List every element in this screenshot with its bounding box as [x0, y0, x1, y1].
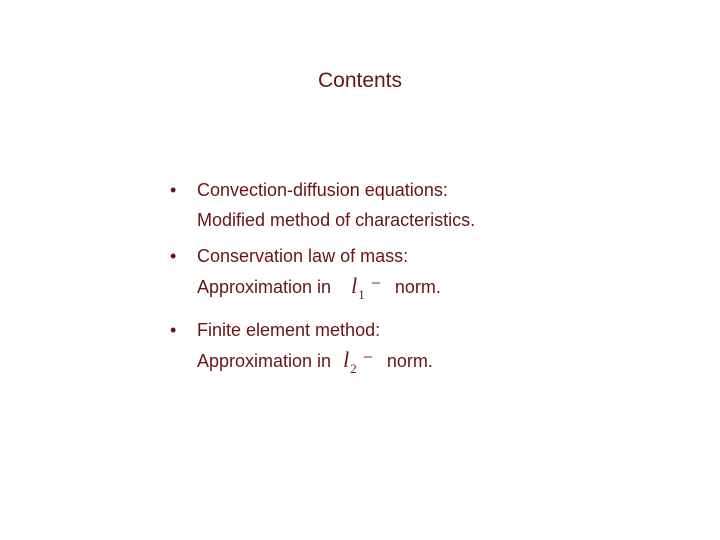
item-detail — [197, 274, 441, 301]
norm-dash: − — [370, 273, 381, 293]
item-heading: Conservation law of mass: — [197, 246, 409, 266]
detail-prefix: Approximation in — [197, 351, 332, 371]
bullet-marker: • — [170, 180, 177, 200]
norm-subscript: 2 — [350, 361, 357, 376]
norm-symbol — [343, 348, 387, 375]
detail-prefix: Approximation in — [197, 277, 332, 297]
item-heading: Finite element method: — [197, 320, 381, 340]
slide-title: Contents — [317, 69, 403, 92]
norm-symbol — [351, 274, 395, 301]
item-detail: Modified method of characteristics. — [197, 210, 476, 230]
norm-subscript: 1 — [358, 287, 365, 302]
detail-suffix: norm. — [394, 277, 441, 297]
item-heading: Convection-diffusion equations: — [197, 180, 448, 200]
bullet-marker: • — [170, 320, 177, 340]
item-detail — [197, 348, 433, 375]
detail-suffix: norm. — [386, 351, 433, 371]
bullet-marker: • — [170, 246, 177, 266]
norm-variable: l — [343, 347, 350, 372]
norm-dash: − — [362, 347, 373, 367]
norm-variable: l — [351, 273, 358, 298]
